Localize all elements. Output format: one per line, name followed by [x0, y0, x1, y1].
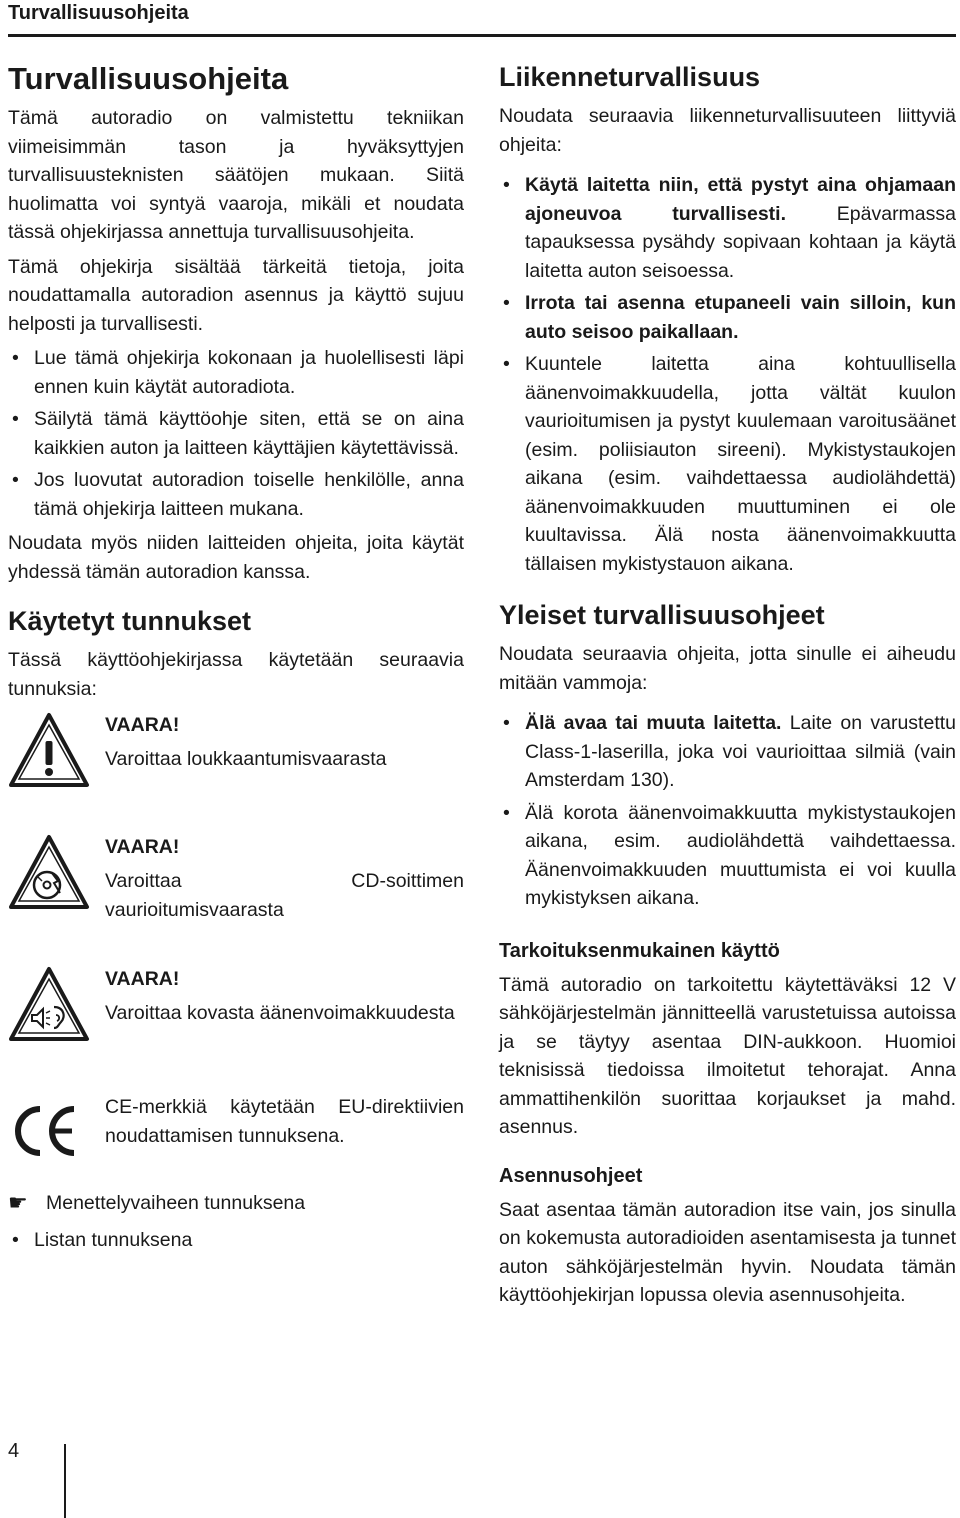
warning-exclamation-icon	[8, 711, 90, 789]
legend-list-row	[8, 1226, 464, 1255]
intro-paragraph-2: Tämä ohjekirja sisältää tärkeitä tietoja, joita noudattamalla autoradion asennus ja käyttö sujuu helposti ja turvallisesti.	[8, 255, 464, 335]
list-item: • Lue tämä ohjekirja kokonaan ja huolellisesti läpi ennen kuin käytät autoradiota.	[8, 344, 464, 401]
pointing-hand-icon: ☛	[8, 1190, 28, 1215]
legend-list-text: Listan tunnuksena	[34, 1228, 193, 1251]
symbol-description: Varoittaa kovasta äänenvoimakkuudesta	[105, 1002, 455, 1024]
bullet-icon: •	[503, 353, 510, 375]
list-item: • Säilytä tämä käyttöohje siten, että se on aina kaikkien auton ja laitteen käyttäjien käytettävissä.	[8, 405, 464, 462]
loud-volume-warning-icon	[8, 965, 90, 1043]
list-item: • Jos luovutat autoradion toiselle henkilölle, anna tämä ohjekirja laitteen mukana.	[8, 466, 464, 523]
symbol-row-cd	[8, 833, 464, 965]
bullet-icon: •	[503, 292, 510, 314]
bullet-icon: •	[503, 712, 510, 734]
bullet-icon: •	[12, 1228, 19, 1251]
bullet-icon: •	[12, 347, 19, 369]
symbol-row-injury	[8, 711, 464, 833]
bullet-icon: •	[12, 408, 19, 430]
page-number: 4	[8, 1440, 20, 1462]
symbol-label: VAARA!	[105, 714, 180, 736]
page-title: Turvallisuusohjeita	[8, 61, 289, 96]
symbol-description: Varoittaa loukkaantumisvaarasta	[105, 748, 387, 770]
general-safety-heading: Yleiset turvallisuusohjeet	[499, 600, 825, 630]
outro-paragraph: Noudata myös niiden laitteiden ohjeita, joita käytät yhdessä tämän autoradion kanssa.	[8, 532, 464, 583]
intended-use-text: Tämä autoradio on tarkoitettu käytettäväksi 12 V sähköjärjestelmän jännitteellä varustetuissa autoissa ja se täytyy asentaa DIN-aukkoon. Huomioi teknisissä tiedoissa ilmoitetut tehorajat. Anna ammattihenkilön suorittaa korjaukset ja mahd. asennus.	[499, 973, 956, 1138]
bullet-icon: •	[12, 469, 19, 491]
right-column	[499, 56, 956, 1316]
symbols-heading: Käytetyt tunnukset	[8, 606, 252, 636]
legend-step-row	[8, 1189, 464, 1218]
traffic-bullet-list	[499, 171, 956, 578]
list-item: • Käytä laitetta niin, että pystyt aina ohjamaan ajoneuvoa turvallisesti. Epävarmassa tapauksessa pysähdy sopivaan kohtaan ja käytä laitetta auton seisoessa.	[499, 171, 956, 285]
list-item: • Älä korota äänenvoimakkuutta mykistystaukojen aikana, esim. audiolähdettä vaihdettaessa. Äänenvoimakkuuden muuttumista ei voi kuulla mykistyksen aikana.	[499, 799, 956, 913]
cd-damage-warning-icon	[8, 833, 90, 911]
general-bullet-list	[499, 709, 956, 913]
installation-text: Saat asentaa tämän autoradion itse vain, jos sinulla on kokemusta autoradioiden asentamisesta ja tunnet auton sähköjärjestelmän hyvin. Noudata tämän käyttöohjekirjan lopussa olevia asennusohjeita.	[499, 1198, 956, 1306]
symbols-intro: Tässä käyttöohjekirjassa käytetään seuraavia tunnuksia:	[8, 649, 464, 700]
installation-heading: Asennusohjeet	[499, 1164, 643, 1187]
ce-mark-icon	[8, 1101, 90, 1161]
symbol-description: Varoittaa CD-soittimen vaurioitumisvaarasta	[105, 870, 464, 921]
header-rule	[8, 34, 956, 37]
intended-use-heading: Tarkoituksenmukainen käyttö	[499, 939, 780, 962]
symbol-label: VAARA!	[105, 968, 180, 990]
list-item: • Älä avaa tai muuta laitetta. Laite on varustettu Class-1-laserilla, joka voi vaurioittaa silmiä (vain Amsterdam 130).	[499, 709, 956, 795]
symbol-description: CE-merkkiä käytetään EU-direktiivien noudattamisen tunnuksena.	[105, 1096, 464, 1147]
symbol-row-volume	[8, 965, 464, 1093]
left-column	[8, 56, 464, 1262]
list-item: • Kuuntele laitetta aina kohtuullisella äänenvoimakkuudella, jotta vältät kuulon vaurioitumisen ja pystyt kuulemaan varoitusäänet (esim. poliisiauton sireeni). Mykistystaukojen aikana (esim. vaihdettaessa audiolähdettä) äänenvoimakkuuden muuttuminen ei ole kuultavissa. Älä nosta äänenvoimakkuutta tällaisen mykistystauon aikana.	[499, 350, 956, 578]
header-title: Turvallisuusohjeita	[8, 2, 189, 24]
bullet-icon: •	[503, 801, 510, 824]
intro-paragraph-1: Tämä autoradio on valmistettu tekniikan viimeisimmän tason ja hyväksyttyjen turvallisuusteknisten säätöjen mukaan. Siitä huolimatta voi syntyä vaaroja, mikäli et noudata tässä ohjekirjassa annettuja turvallisuusohjeita.	[8, 107, 464, 243]
intro-bullet-list	[8, 344, 464, 523]
bullet-icon: •	[503, 174, 510, 196]
traffic-intro: Noudata seuraavia liikenneturvallisuuteen liittyviä ohjeita:	[499, 105, 956, 156]
traffic-safety-heading: Liikenneturvallisuus	[499, 62, 761, 92]
symbol-label: VAARA!	[105, 836, 180, 858]
page-number-rule	[64, 1444, 66, 1518]
general-intro: Noudata seuraavia ohjeita, jotta sinulle ei aiheudu mitään vammoja:	[499, 643, 956, 694]
symbol-row-ce	[8, 1093, 464, 1189]
legend-step-text: Menettelyvaiheen tunnuksena	[46, 1192, 306, 1214]
list-item: • Irrota tai asenna etupaneeli vain silloin, kun auto seisoo paikallaan.	[499, 289, 956, 346]
